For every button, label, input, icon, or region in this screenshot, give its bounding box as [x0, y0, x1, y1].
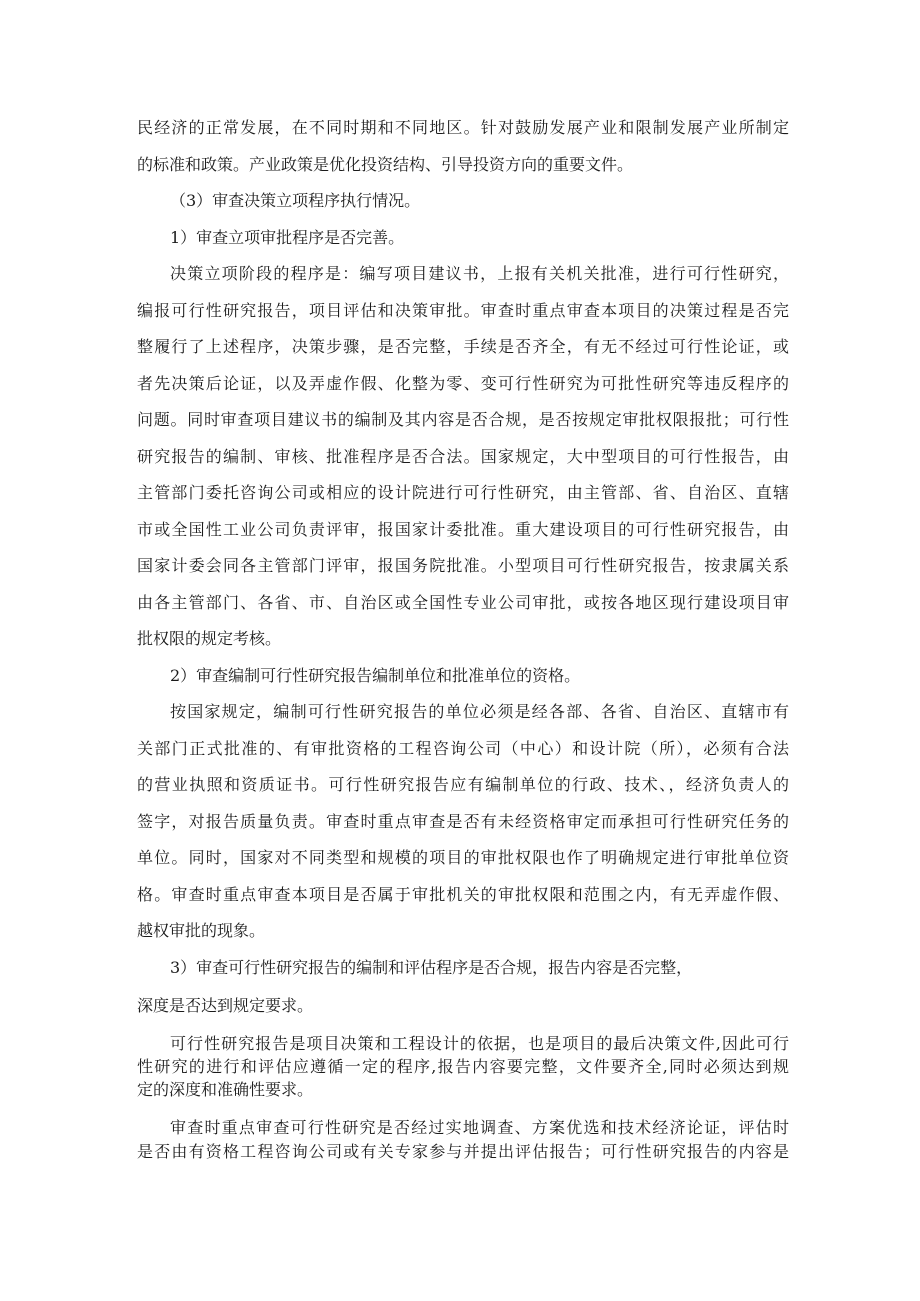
subsection-heading-continued: 深度是否达到规定要求。 [137, 996, 314, 1015]
text-line: 市或全国性工业公司负责评审，报国家计委批准。重大建设项目的可行性研究报告，由 [137, 520, 789, 539]
text-line: 主管部门委托咨询公司或相应的设计院进行可行性研究，由主管部、省、自治区、直辖 [137, 483, 789, 502]
subsection-heading: 3）审查可行性研究报告的编制和评估程序是否合规，报告内容是否完整， [170, 958, 693, 977]
subsection-heading: 2）审查编制可行性研究报告编制单位和批准单位的资格。 [170, 666, 581, 685]
text-line: 整履行了上述程序，决策步骤，是否完整，手续是否齐全，有无不经过可行性论证，或 [137, 337, 789, 356]
text-line: 国家计委会同各主管部门评审，报国务院批准。小型项目可行性研究报告，按隶属关系 [137, 556, 789, 575]
text-line: 问题。同时审查项目建议书的编制及其内容是否合规，是否按规定审批权限报批；可行性 [137, 410, 789, 429]
paragraph-start: 按国家规定，编制可行性研究报告的单位必须是经各部、各省、自治区、直辖市有 [170, 702, 789, 721]
text-line: 关部门正式批准的、有审批资格的工程咨询公司（中心）和设计院（所），必须有合法 [137, 739, 789, 758]
text-line: 格。审查时重点审查本项目是否属于审批机关的审批权限和范围之内，有无弄虚作假、 [137, 885, 789, 904]
text-line: 民经济的正常发展，在不同时期和不同地区。针对鼓励发展产业和限制发展产业所制定 [137, 118, 789, 137]
text-line: 者先决策后论证，以及弄虚作假、化整为零、变可行性研究为可批性研究等违反程序的 [137, 374, 789, 393]
text-line: 性研究的进行和评估应遵循一定的程序,报告内容要完整，文件要齐全,同时必须达到规 [137, 1057, 789, 1076]
text-line: 的标准和政策。产业政策是优化投资结构、引导投资方向的重要文件。 [137, 155, 634, 174]
section-heading: （3）审查决策立项程序执行情况。 [170, 191, 421, 210]
subsection-heading: 1）审查立项审批程序是否完善。 [170, 228, 405, 247]
paragraph-start: 决策立项阶段的程序是：编写项目建议书，上报有关机关批准，进行可行性研究， [170, 264, 789, 283]
text-line: 越权审批的现象。 [137, 921, 266, 940]
text-line: 批权限的规定考核。 [137, 629, 282, 648]
text-line: 单位。同时，国家对不同类型和规模的项目的审批权限也作了明确规定进行审批单位资 [137, 848, 789, 867]
text-line: 由各主管部门、各省、市、自治区或全国性专业公司审批，或按各地区现行建设项目审 [137, 593, 789, 612]
text-line: 研究报告的编制、审核、批准程序是否合法。国家规定，大中型项目的可行性报告，由 [137, 447, 789, 466]
text-line: 编报可行性研究报告，项目评估和决策审批。审查时重点审查本项目的决策过程是否完 [137, 301, 789, 320]
paragraph-start: 可行性研究报告是项目决策和工程设计的依据，也是项目的最后决策文件,因此可行 [170, 1034, 789, 1053]
paragraph-start: 审查时重点审查可行性研究是否经过实地调查、方案优选和技术经济论证，评估时 [170, 1118, 789, 1137]
text-line: 定的深度和准确性要求。 [137, 1080, 314, 1099]
text-line: 是否由有资格工程咨询公司或有关专家参与并提出评估报告；可行性研究报告的内容是 [137, 1142, 789, 1161]
text-line: 的营业执照和资质证书。可行性研究报告应有编制单位的行政、技术、，经济负责人的 [137, 775, 789, 794]
text-line: 签字，对报告质量负责。审查时重点审查是否有未经资格审定而承担可行性研究任务的 [137, 812, 789, 831]
